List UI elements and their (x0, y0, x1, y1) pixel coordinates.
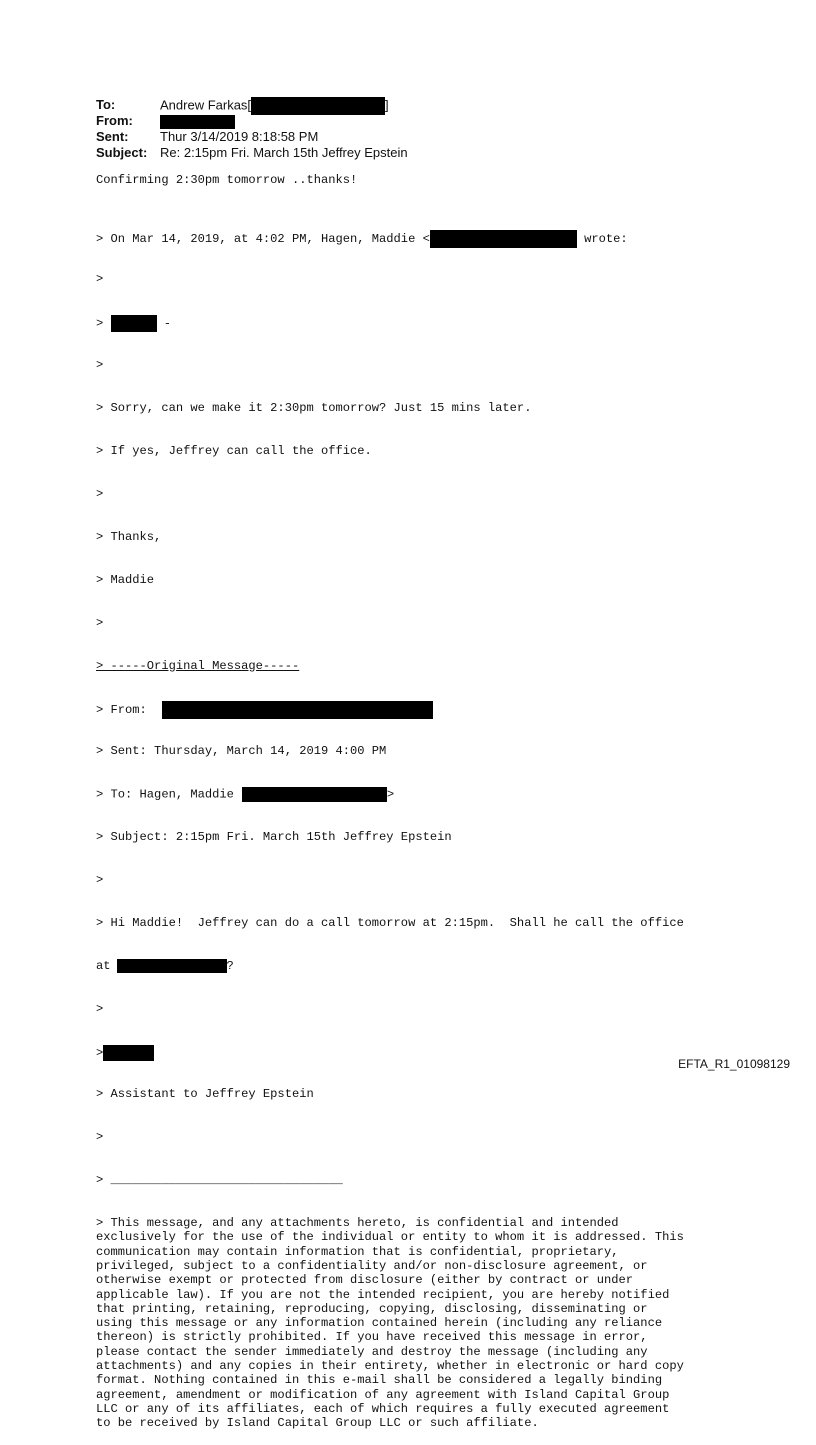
quote-line: > Hi Maddie! Jeffrey can do a call tomorrow at 2:15pm. Shall he call the office (96, 915, 684, 930)
document-id: EFTA_R1_01098129 (678, 1057, 790, 1071)
redaction-box (430, 230, 577, 248)
dash-text: - (156, 317, 172, 332)
disclaimer-line: format. Nothing contained in this e-mail shall be considered a legally binding (96, 1373, 663, 1388)
subject-label: Subject: (96, 145, 148, 160)
signature-rule: > ________________________________ (96, 1173, 343, 1188)
to-value: Andrew Farkas[ (160, 97, 252, 113)
quote-intro-end: wrote: (576, 231, 628, 246)
sent-label: Sent: (96, 129, 129, 144)
reply-text: Confirming 2:30pm tomorrow ..thanks! (96, 173, 358, 187)
quote-marker: > (96, 486, 104, 501)
subject-value: Re: 2:15pm Fri. March 15th Jeffrey Epstein (160, 145, 408, 160)
quote-line: at (96, 958, 111, 973)
quote-line: > Sorry, can we make it 2:30pm tomorrow? Just 15 mins later. (96, 401, 532, 416)
quote-line: > Sent: Thursday, March 14, 2019 4:00 PM (96, 744, 387, 759)
disclaimer-line: exclusively for the use of the individual or entity to whom it is addressed. This (96, 1230, 684, 1245)
quote-marker: > (96, 1130, 104, 1145)
quote-line: > Assistant to Jeffrey Epstein (96, 1087, 314, 1102)
redaction-box (242, 787, 387, 802)
to-label: To: (96, 97, 116, 112)
quote-line: ? (226, 958, 234, 973)
disclaimer-line: > This message, and any attachments hereto, is confidential and intended (96, 1216, 619, 1231)
quoted-message (96, 201, 684, 1445)
disclaimer-line: attachments) and any copies in their entirety, whether in electronic or hard copy (96, 1359, 684, 1374)
quote-marker: > (96, 317, 111, 332)
quote-marker: > (96, 1045, 104, 1060)
quote-marker: > (96, 872, 104, 887)
quote-line: > From: (96, 703, 147, 718)
disclaimer-line: using this message or any information contained herein (including any reliance (96, 1316, 663, 1331)
disclaimer-line: thereon) is strictly prohibited. If you have received this message in error, (96, 1330, 648, 1345)
disclaimer-line: that printing, retaining, reproducing, copying, disclosing, disseminating or (96, 1301, 648, 1316)
original-message-divider: > -----Original Message----- (96, 658, 300, 673)
disclaimer-line: agreement, amendment or modification of any agreement with Island Capital Group (96, 1387, 670, 1402)
disclaimer-line: otherwise exempt or protected from disclosure (either by contract or under (96, 1273, 634, 1288)
disclaimer-line: applicable law). If you are not the intended recipient, you are hereby notified (96, 1287, 670, 1302)
quote-line: > Maddie (96, 572, 155, 587)
redaction-box (251, 97, 385, 115)
disclaimer-line: please contact the sender immediately and destroy the message (including any (96, 1344, 648, 1359)
redaction-box (111, 315, 157, 332)
quote-marker: > (96, 272, 104, 287)
quote-marker: > (96, 358, 104, 373)
redaction-box (103, 1045, 154, 1061)
disclaimer-line: to be received by Island Capital Group LLC or such affiliate. (96, 1416, 539, 1431)
quote-marker: > (96, 615, 104, 630)
disclaimer-text (96, 1216, 684, 1430)
quote-line: > Thanks, (96, 529, 162, 544)
quote-marker: > (386, 787, 395, 802)
disclaimer-line: LLC or any of its affiliates, each of which requires a fully executed agreement (96, 1401, 670, 1416)
quote-intro: > On Mar 14, 2019, at 4:02 PM, Hagen, Maddie < (96, 231, 430, 246)
quote-marker: > (96, 1001, 104, 1016)
disclaimer-line: privileged, subject to a confidentiality and/or non-disclosure agreement, or (96, 1258, 648, 1273)
redaction-box (160, 115, 235, 129)
to-close: ] (385, 97, 389, 113)
quote-line: > To: Hagen, Maddie (96, 787, 234, 802)
redaction-box (117, 959, 227, 973)
disclaimer-line: communication may contain information that is confidential, proprietary, (96, 1244, 619, 1259)
quote-line: > If yes, Jeffrey can call the office. (96, 444, 372, 459)
sent-value: Thur 3/14/2019 8:18:58 PM (160, 129, 319, 144)
redaction-box (162, 701, 433, 719)
from-label: From: (96, 113, 133, 128)
quote-line: > Subject: 2:15pm Fri. March 15th Jeffrey Epstein (96, 830, 452, 845)
